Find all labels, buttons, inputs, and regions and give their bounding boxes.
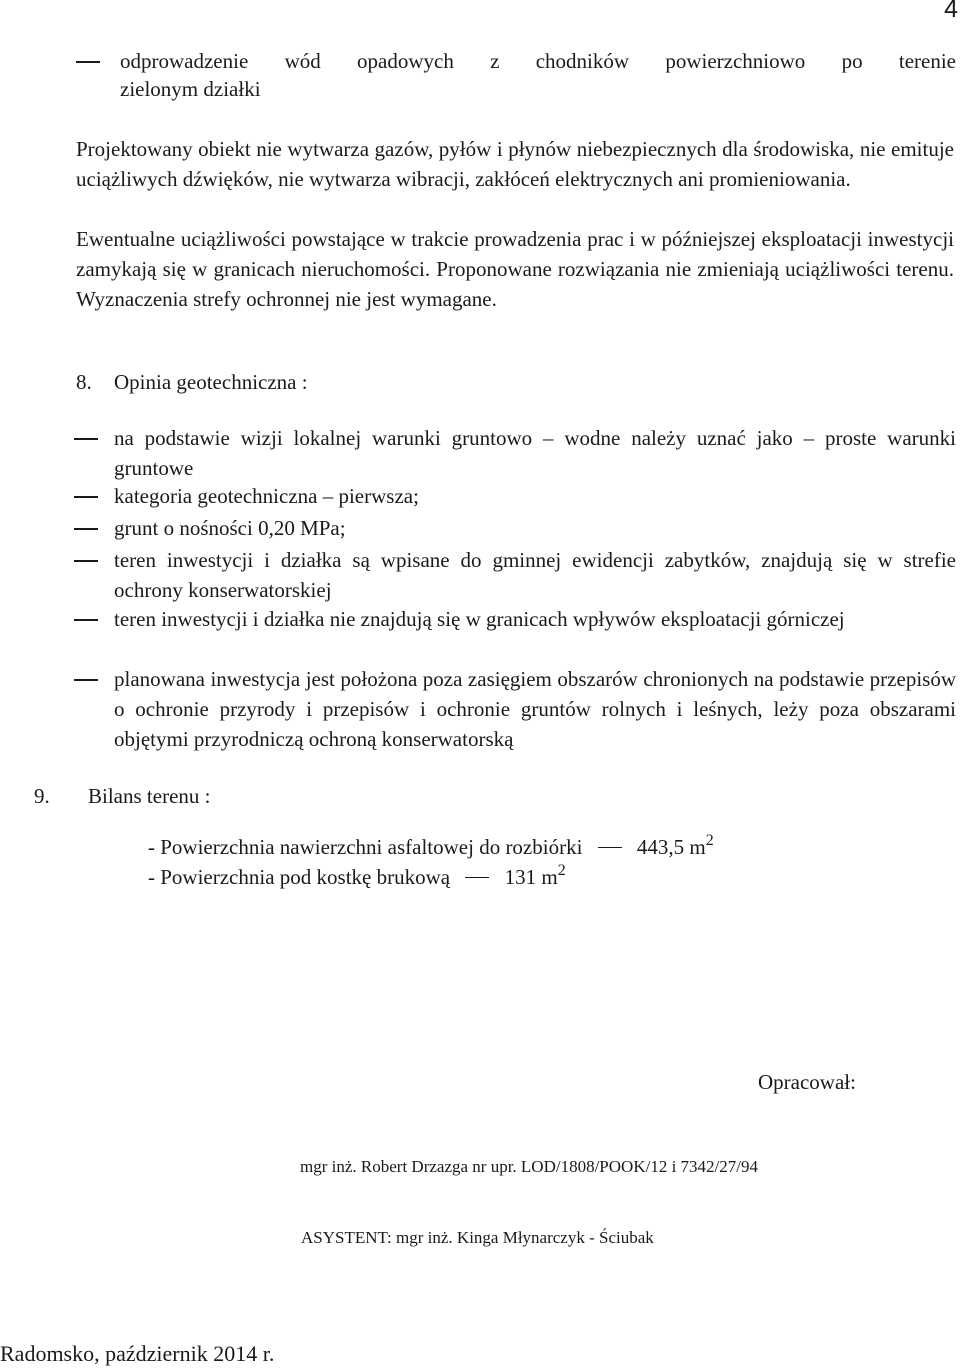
list-item-text: na podstawie wizji lokalnej warunki gruntowo – wodne należy uznać jako – proste warunki gruntowe [114,426,956,480]
list-item [74,513,956,543]
balance-exponent: 2 [557,862,566,879]
balance-dash [598,847,622,849]
place-date-footer: Radomsko, październik 2014 r. [0,1341,275,1366]
balance-row [148,862,566,892]
paragraph-emissions: Projektowany obiekt nie wytwarza gazów, pyłów i płynów niebezpiecznych dla środowiska, nie emituje uciążliwych dźwięków, nie wytwarza wibracji, zakłóceń elektrycznych ani promieniowania. [76,137,954,191]
list-item-text: teren inwestycji i działka nie znajdują się w granicach wpływów eksploatacji górniczej [114,607,845,631]
balance-value: 131 m [504,865,558,889]
balance-value: 443,5 m [636,835,706,859]
top-bullet-line2: zielonym działki [120,77,261,101]
author-line: mgr inż. Robert Drzazga nr upr. LOD/1808/POOK/12 i 7342/27/94 [300,1157,758,1176]
list-item [74,481,956,511]
balance-row [148,832,714,862]
section9-title: Bilans terenu : [88,784,211,808]
list-item-text: grunt o nośności 0,20 MPa; [114,516,346,540]
balance-label: - Powierzchnia nawierzchni asfaltowej do rozbiórki [148,835,583,859]
list-item [74,423,956,483]
list-item [74,545,956,605]
section8-number: 8. [76,370,92,394]
balance-exponent: 2 [705,832,714,849]
list-item-text: planowana inwestycja jest położona poza zasięgiem obszarów chronionych na podstawie przepisów o ochronie przyrody i przepisów i ochronie gruntów rolnych i leśnych, leży poza obszarami objętymi przyrodniczą ochroną konserwatorską [114,667,956,751]
section8-title: Opinia geotechniczna : [114,370,308,394]
list-item [74,664,956,754]
paragraph-nuisance: Ewentualne uciążliwości powstające w trakcie prowadzenia prac i w późniejszej eksploatacji inwestycji zamykają się w granicach nieruchomości. Proponowane rozwiązania nie zmieniają uciążliwości terenu. Wyznaczenia strefy ochronnej nie jest wymagane. [76,227,954,311]
top-bullet-line1: odprowadzenie wód opadowych z chodników powierzchniowo po terenie [120,49,956,73]
assistant-line: ASYSTENT: mgr inż. Kinga Młynarczyk - Ściubak [301,1228,654,1247]
page-number: 4 [944,0,958,23]
list-item-text: teren inwestycji i działka są wpisane do gminnej ewidencji zabytków, znajdują się w strefie ochrony konserwatorskiej [114,548,956,602]
top-bullet [76,46,956,106]
section9-number: 9. [34,784,50,808]
prepared-by-label: Opracował: [758,1070,856,1094]
list-item [74,604,956,664]
balance-label: - Powierzchnia pod kostkę brukową [148,865,451,889]
list-item-text: kategoria geotechniczna – pierwsza; [114,484,419,508]
balance-dash [465,877,489,879]
